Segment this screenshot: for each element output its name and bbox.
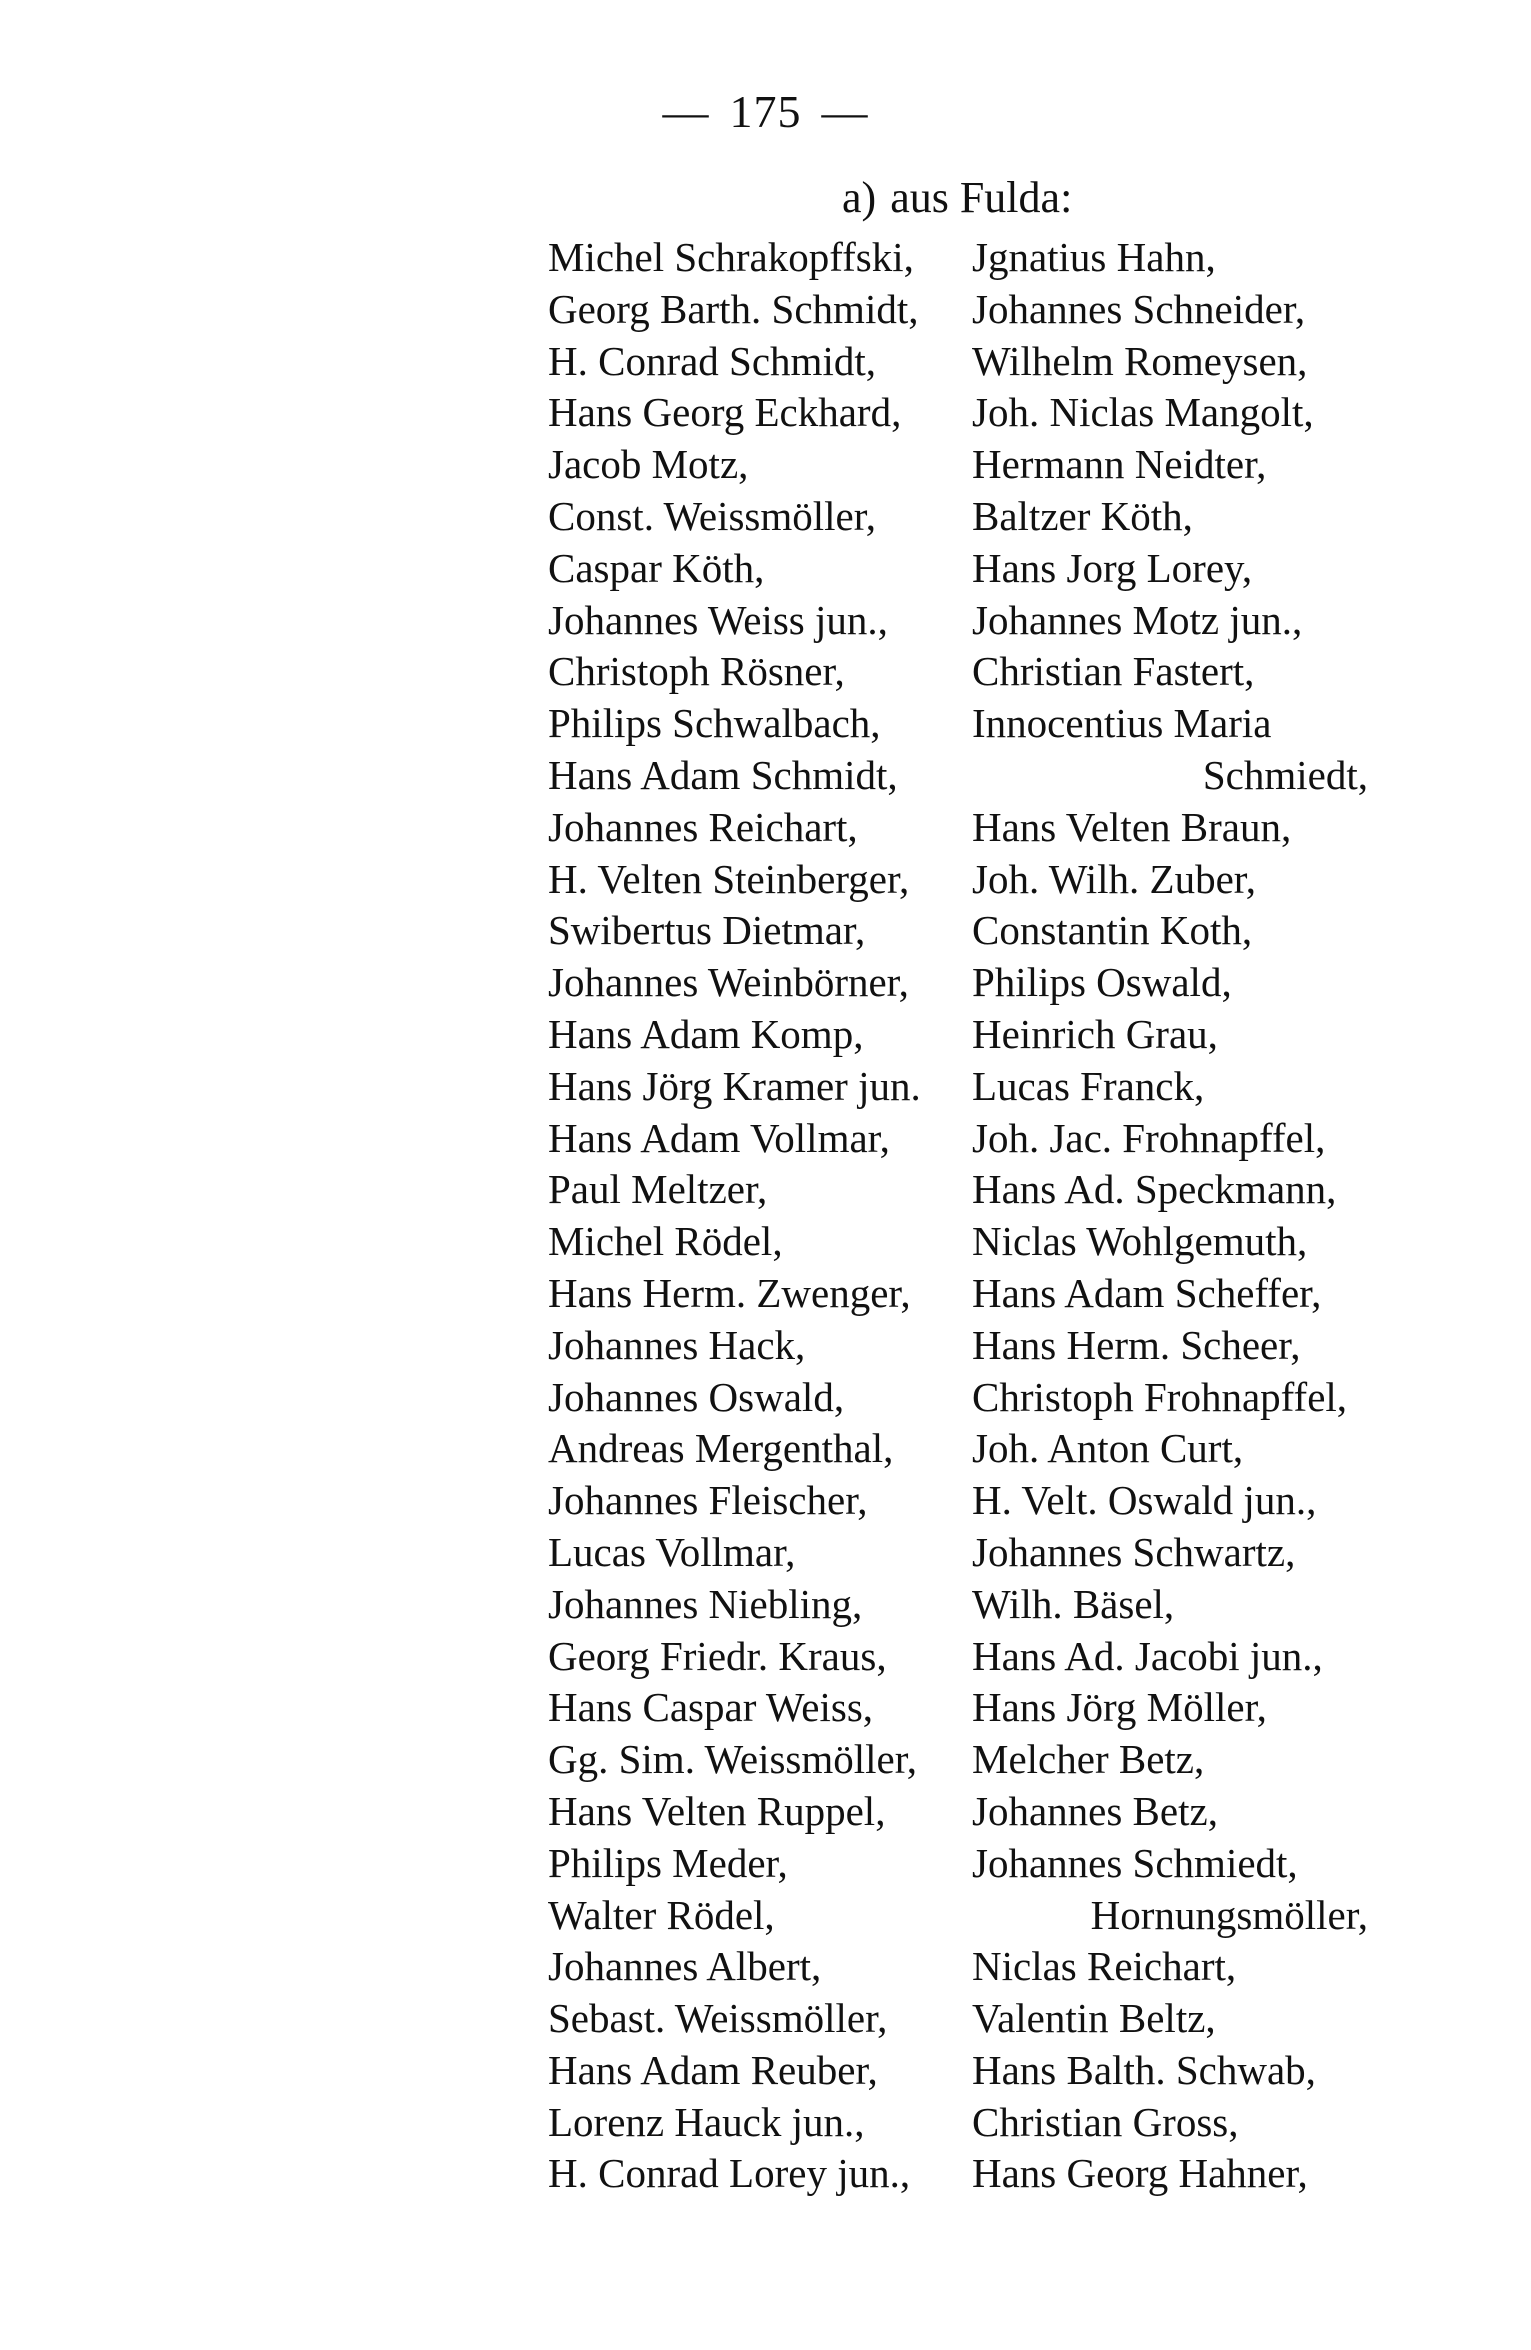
names-column-right: [972, 232, 1392, 2200]
list-item: Christoph Frohnapffel,: [972, 1373, 1348, 1420]
list-item: Sebast. Weissmöller,: [548, 1995, 888, 2042]
list-item: Hans Caspar Weiss,: [548, 1684, 874, 1731]
list-item: Johannes Hack,: [548, 1321, 806, 1368]
list-item: Lucas Franck,: [972, 1062, 1205, 1109]
list-item: Philips Schwalbach,: [548, 700, 881, 747]
list-item: Christian Gross,: [972, 2098, 1239, 2145]
list-item: Niclas Wohlgemuth,: [972, 1218, 1308, 1265]
list-item: Lucas Vollmar,: [548, 1528, 796, 1575]
list-item: Swibertus Dietmar,: [548, 907, 866, 954]
list-item: Innocentius Maria: [972, 700, 1272, 747]
list-item: Jacob Motz,: [548, 441, 749, 488]
list-item: Paul Meltzer,: [548, 1166, 768, 1213]
list-item: Johannes Motz jun.,: [972, 596, 1303, 643]
section-label: a): [842, 173, 877, 222]
list-item: Hans Jorg Lorey,: [972, 544, 1253, 591]
list-item: Hans Adam Vollmar,: [548, 1114, 890, 1161]
list-item: Joh. Anton Curt,: [972, 1425, 1244, 1472]
dash-right: —: [821, 86, 869, 137]
list-item: Gg. Sim. Weissmöller,: [548, 1736, 917, 1783]
list-item: Andreas Mergenthal,: [548, 1425, 894, 1472]
list-item: Wilh. Bäsel,: [972, 1580, 1175, 1627]
list-item: Hans Georg Eckhard,: [548, 389, 902, 436]
list-item: Hans Jörg Kramer jun.: [548, 1062, 921, 1109]
list-item: H. Velt. Oswald jun.,: [972, 1477, 1317, 1524]
list-item: Joh. Niclas Mangolt,: [972, 389, 1314, 436]
names-column-left: [548, 232, 978, 2200]
list-item: Johannes Schmiedt,: [972, 1839, 1298, 1886]
list-item: Johannes Fleischer,: [548, 1477, 868, 1524]
list-item: Melcher Betz,: [972, 1736, 1205, 1783]
list-item: Johannes Albert,: [548, 1943, 822, 1990]
list-item: Johannes Betz,: [972, 1787, 1218, 1834]
list-item: Johannes Oswald,: [548, 1373, 845, 1420]
list-item: Hans Balth. Schwab,: [972, 2046, 1316, 2093]
list-item: Hans Ad. Jacobi jun.,: [972, 1632, 1323, 1679]
list-item: Joh. Jac. Frohnapffel,: [972, 1114, 1326, 1161]
list-item: Wilhelm Romeysen,: [972, 337, 1308, 384]
list-item: Johannes Schwartz,: [972, 1528, 1296, 1575]
list-item: Georg Barth. Schmidt,: [548, 285, 919, 332]
list-item: Lorenz Hauck jun.,: [548, 2098, 865, 2145]
list-item: Joh. Wilh. Zuber,: [972, 855, 1257, 902]
list-item: Schmiedt,: [1202, 751, 1368, 798]
list-item: Baltzer Köth,: [972, 492, 1193, 539]
list-item: Philips Meder,: [548, 1839, 788, 1886]
list-item: Johannes Weiss jun.,: [548, 596, 888, 643]
list-item: Walter Rödel,: [548, 1891, 775, 1938]
list-item: Caspar Köth,: [548, 544, 765, 591]
list-item: Const. Weissmöller,: [548, 492, 876, 539]
list-item: Hans Adam Scheffer,: [972, 1269, 1322, 1316]
list-item: H. Velten Steinberger,: [548, 855, 910, 902]
list-item: H. Conrad Schmidt,: [548, 337, 876, 384]
list-item: Hans Jörg Möller,: [972, 1684, 1267, 1731]
list-item: Constantin Koth,: [972, 907, 1253, 954]
page-number: [0, 84, 1531, 140]
list-item: Hans Georg Hahner,: [972, 2150, 1308, 2197]
list-item: Johannes Schneider,: [972, 285, 1306, 332]
list-item: Niclas Reichart,: [972, 1943, 1237, 1990]
list-item: Johannes Reichart,: [548, 803, 858, 850]
list-item: Hans Ad. Speckmann,: [972, 1166, 1337, 1213]
list-item: Hans Velten Braun,: [972, 803, 1292, 850]
list-item: Georg Friedr. Kraus,: [548, 1632, 887, 1679]
section-heading: [842, 170, 1072, 226]
list-item: Hans Herm. Zwenger,: [548, 1269, 911, 1316]
list-item: Johannes Weinbörner,: [548, 959, 909, 1006]
list-item: Hermann Neidter,: [972, 441, 1267, 488]
list-item: Hans Velten Ruppel,: [548, 1787, 886, 1834]
list-item: Christoph Rösner,: [548, 648, 845, 695]
list-item: Johannes Niebling,: [548, 1580, 863, 1627]
list-item: Hans Herm. Scheer,: [972, 1321, 1301, 1368]
list-item: Michel Schrakopffski,: [548, 234, 914, 280]
list-item: H. Conrad Lorey jun.,: [548, 2150, 911, 2197]
list-item: Hornungsmöller,: [1090, 1891, 1368, 1938]
list-item: Philips Oswald,: [972, 959, 1232, 1006]
list-item: Christian Fastert,: [972, 648, 1255, 695]
list-item: Hans Adam Reuber,: [548, 2046, 878, 2093]
section-title: aus Fulda:: [890, 173, 1073, 222]
list-item: Valentin Beltz,: [972, 1995, 1216, 2042]
dash-left: —: [662, 86, 710, 137]
list-item: Heinrich Grau,: [972, 1010, 1218, 1057]
page-number-value: 175: [729, 86, 802, 137]
list-item: Hans Adam Komp,: [548, 1010, 864, 1057]
list-item: Hans Adam Schmidt,: [548, 751, 898, 798]
list-item: Michel Rödel,: [548, 1218, 783, 1265]
list-item: Jgnatius Hahn,: [972, 234, 1216, 280]
